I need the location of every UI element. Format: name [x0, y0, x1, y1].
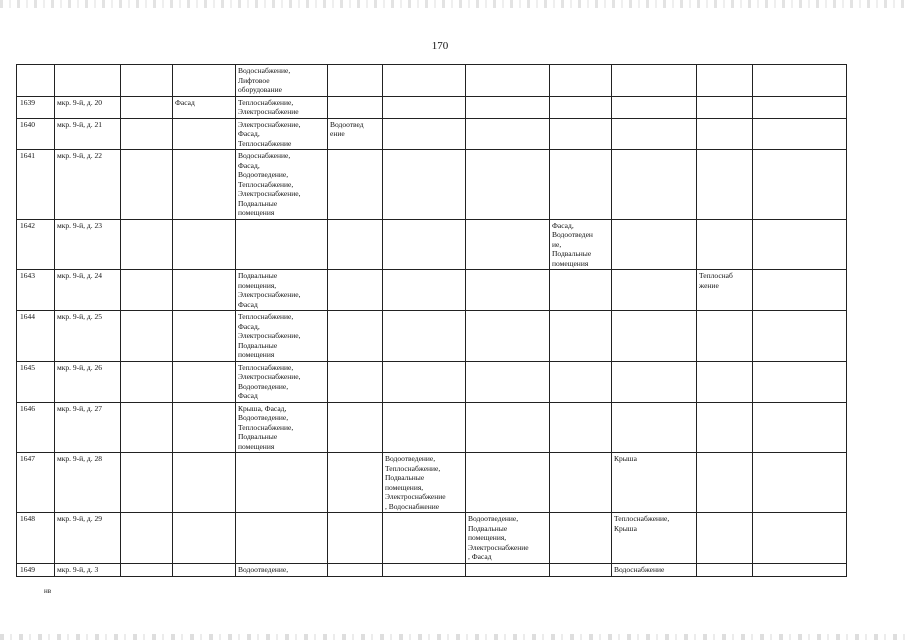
cell-text: мкр. 9-й, д. 3: [57, 565, 99, 574]
work-type-cell: [466, 270, 550, 311]
work-type-cell: [121, 270, 173, 311]
address-cell: [55, 453, 121, 513]
work-type-cell: [236, 118, 328, 150]
work-type-cell: [466, 361, 550, 402]
work-type-cell: [697, 65, 753, 97]
work-type-cell: [612, 96, 697, 118]
work-type-cell: [466, 150, 550, 220]
work-type-cell: [328, 270, 383, 311]
cell-text: Водоотведение, Теплоснабжение, Подвальные помещения, Электроснабжение , Водоснабжение: [385, 454, 446, 511]
cell-text: Фасад: [175, 97, 195, 107]
work-type-cell: [121, 564, 173, 577]
work-type-cell: [550, 453, 612, 513]
address-cell: [55, 270, 121, 311]
cell-text: мкр. 9-й, д. 28: [57, 454, 102, 463]
work-type-cell: [697, 118, 753, 150]
work-type-cell: [466, 402, 550, 453]
work-type-cell: [550, 564, 612, 577]
cell-text: Теплоснабжение, Фасад, Электроснабжение, Подвальные помещения: [238, 312, 301, 359]
work-type-cell: [550, 150, 612, 220]
work-type-cell: [121, 453, 173, 513]
cell-text: Водоотвед ение: [330, 119, 364, 138]
cell-text: мкр. 9-й, д. 24: [57, 271, 102, 280]
work-type-cell: [550, 311, 612, 362]
address-cell: [55, 96, 121, 118]
row-number-cell: [17, 564, 55, 577]
cell-text: Теплоснабжение, Электроснабжение, Водоотведение, Фасад: [238, 362, 301, 400]
work-type-cell: [612, 453, 697, 513]
cell-text: Фасад, Водоотведен ие, Подвальные помещения: [552, 220, 593, 268]
table-row: [17, 513, 847, 564]
work-type-cell: [753, 311, 847, 362]
cell-text: Водоснабжение: [614, 565, 665, 574]
table-body: [17, 65, 847, 577]
work-type-cell: [121, 361, 173, 402]
cell-text: мкр. 9-й, д. 27: [57, 403, 102, 413]
cell-text: мкр. 9-й, д. 21: [57, 119, 102, 129]
work-type-cell: [383, 453, 466, 513]
work-type-cell: [173, 513, 236, 564]
work-type-cell: [612, 219, 697, 270]
work-type-cell: [697, 564, 753, 577]
work-type-cell: [697, 219, 753, 270]
work-type-cell: [612, 270, 697, 311]
cell-text: 1642: [20, 220, 35, 230]
work-type-cell: [383, 96, 466, 118]
work-type-cell: [121, 513, 173, 564]
row-number-cell: [17, 118, 55, 150]
work-type-cell: [466, 453, 550, 513]
work-type-cell: [328, 361, 383, 402]
work-type-cell: [173, 270, 236, 311]
work-type-cell: [697, 453, 753, 513]
address-cell: [55, 513, 121, 564]
work-type-cell: [328, 96, 383, 118]
work-type-cell: [121, 96, 173, 118]
work-type-cell: [173, 361, 236, 402]
cell-text: Теплоснабжение, Электроснабжение: [238, 97, 299, 116]
work-type-cell: [173, 564, 236, 577]
work-type-cell: [612, 150, 697, 220]
work-type-cell: [550, 513, 612, 564]
row-number-cell: [17, 402, 55, 453]
cell-text: Водоотведение,: [238, 565, 289, 574]
work-type-cell: [753, 361, 847, 402]
work-type-cell: [753, 150, 847, 220]
work-type-cell: [121, 150, 173, 220]
work-type-cell: [121, 402, 173, 453]
work-type-cell: [550, 361, 612, 402]
work-type-cell: [697, 311, 753, 362]
work-type-cell: [612, 361, 697, 402]
page-number: 170: [431, 40, 449, 52]
row-number-cell: [17, 311, 55, 362]
work-type-cell: [466, 564, 550, 577]
work-type-cell: [173, 96, 236, 118]
work-type-cell: [173, 402, 236, 453]
work-type-cell: [236, 453, 328, 513]
footer-mark: нв: [44, 587, 52, 595]
row-number-cell: [17, 513, 55, 564]
work-type-cell: [383, 65, 466, 97]
work-type-cell: [328, 65, 383, 97]
work-type-cell: [383, 564, 466, 577]
work-type-cell: [173, 311, 236, 362]
work-type-cell: [121, 118, 173, 150]
work-type-cell: [383, 311, 466, 362]
work-type-cell: [753, 65, 847, 97]
table-row: [17, 96, 847, 118]
row-number-cell: [17, 361, 55, 402]
work-type-cell: [612, 564, 697, 577]
work-type-cell: [550, 219, 612, 270]
work-type-cell: [236, 96, 328, 118]
row-number-cell: [17, 219, 55, 270]
table-row: [17, 219, 847, 270]
work-type-cell: [121, 311, 173, 362]
work-type-cell: [236, 311, 328, 362]
work-type-cell: [236, 402, 328, 453]
cell-text: 1644: [20, 312, 35, 321]
work-type-cell: [236, 65, 328, 97]
work-type-cell: [697, 361, 753, 402]
cell-text: Крыша, Фасад, Водоотведение, Теплоснабжение, Подвальные помещения: [238, 403, 294, 451]
work-type-cell: [328, 219, 383, 270]
cell-text: 1647: [20, 454, 35, 463]
address-cell: [55, 311, 121, 362]
work-type-cell: [383, 402, 466, 453]
work-type-cell: [697, 270, 753, 311]
row-number-cell: [17, 65, 55, 97]
cell-text: Подвальные помещения, Электроснабжение, Фасад: [238, 271, 301, 309]
work-type-cell: [466, 219, 550, 270]
address-cell: [55, 361, 121, 402]
scan-noise-bottom: [0, 634, 905, 640]
work-type-cell: [121, 65, 173, 97]
work-type-cell: [383, 270, 466, 311]
address-cell: [55, 65, 121, 97]
work-type-cell: [550, 65, 612, 97]
work-type-cell: [612, 311, 697, 362]
work-type-cell: [173, 118, 236, 150]
work-type-cell: [383, 361, 466, 402]
work-type-cell: [466, 311, 550, 362]
cell-text: 1645: [20, 362, 35, 372]
work-type-cell: [236, 564, 328, 577]
work-type-cell: [466, 65, 550, 97]
table-row: [17, 311, 847, 362]
work-type-cell: [328, 150, 383, 220]
work-type-cell: [697, 402, 753, 453]
cell-text: Электроснабжение, Фасад, Теплоснабжение: [238, 119, 301, 148]
work-type-cell: [753, 96, 847, 118]
address-cell: [55, 219, 121, 270]
work-type-cell: [550, 118, 612, 150]
work-type-cell: [236, 219, 328, 270]
table-row: [17, 453, 847, 513]
cell-text: мкр. 9-й, д. 20: [57, 97, 102, 107]
row-number-cell: [17, 453, 55, 513]
scan-noise-top: [0, 0, 905, 8]
work-type-cell: [550, 402, 612, 453]
table-row: [17, 118, 847, 150]
address-cell: [55, 402, 121, 453]
work-type-cell: [236, 270, 328, 311]
work-type-cell: [328, 513, 383, 564]
work-type-cell: [753, 402, 847, 453]
work-type-cell: [753, 219, 847, 270]
cell-text: Водоснабжение, Лифтовое оборудование: [238, 66, 291, 94]
work-type-cell: [173, 65, 236, 97]
cell-text: 1648: [20, 514, 35, 523]
work-type-cell: [612, 65, 697, 97]
table-row: [17, 65, 847, 97]
row-number-cell: [17, 150, 55, 220]
work-type-cell: [383, 150, 466, 220]
work-type-cell: [236, 513, 328, 564]
work-type-cell: [697, 150, 753, 220]
table-row: [17, 361, 847, 402]
row-number-cell: [17, 270, 55, 311]
work-type-cell: [328, 118, 383, 150]
work-type-cell: [753, 118, 847, 150]
table-row: [17, 270, 847, 311]
work-type-cell: [697, 513, 753, 564]
work-type-cell: [173, 219, 236, 270]
work-type-cell: [383, 513, 466, 564]
work-type-cell: [753, 564, 847, 577]
work-type-cell: [121, 219, 173, 270]
table-row: [17, 150, 847, 220]
cell-text: мкр. 9-й, д. 29: [57, 514, 102, 523]
address-cell: [55, 150, 121, 220]
work-type-cell: [550, 96, 612, 118]
cell-text: Теплоснабжение, Крыша: [614, 514, 670, 533]
work-type-cell: [466, 513, 550, 564]
work-type-cell: [328, 311, 383, 362]
address-cell: [55, 118, 121, 150]
work-type-cell: [466, 118, 550, 150]
work-type-cell: [328, 402, 383, 453]
table-row: [17, 402, 847, 453]
work-type-cell: [236, 150, 328, 220]
work-type-cell: [383, 118, 466, 150]
work-type-cell: [753, 270, 847, 311]
work-type-cell: [753, 453, 847, 513]
cell-text: 1641: [20, 151, 35, 160]
housing-repair-table: [16, 64, 847, 577]
work-type-cell: [697, 96, 753, 118]
work-type-cell: [466, 96, 550, 118]
work-type-cell: [383, 219, 466, 270]
work-type-cell: [612, 118, 697, 150]
cell-text: 1639: [20, 97, 35, 107]
work-type-cell: [236, 361, 328, 402]
work-type-cell: [753, 513, 847, 564]
work-type-cell: [328, 453, 383, 513]
address-cell: [55, 564, 121, 577]
work-type-cell: [173, 150, 236, 220]
cell-text: Водоотведение, Подвальные помещения, Электроснабжение , Фасад: [468, 514, 529, 561]
cell-text: Теплоснаб жение: [699, 271, 733, 290]
cell-text: 1646: [20, 403, 35, 413]
cell-text: Крыша: [614, 454, 637, 463]
work-type-cell: [612, 513, 697, 564]
work-type-cell: [173, 453, 236, 513]
cell-text: 1640: [20, 119, 35, 129]
cell-text: Водоснабжение, Фасад, Водоотведение, Теплоснабжение, Электроснабжение, Подвальные помещения: [238, 151, 301, 217]
cell-text: мкр. 9-й, д. 26: [57, 362, 102, 372]
cell-text: мкр. 9-й, д. 22: [57, 151, 102, 160]
row-number-cell: [17, 96, 55, 118]
cell-text: 1643: [20, 271, 35, 280]
table-row: [17, 564, 847, 577]
work-type-cell: [612, 402, 697, 453]
work-type-cell: [550, 270, 612, 311]
cell-text: мкр. 9-й, д. 23: [57, 220, 102, 230]
cell-text: мкр. 9-й, д. 25: [57, 312, 102, 321]
cell-text: 1649: [20, 565, 35, 574]
work-type-cell: [328, 564, 383, 577]
